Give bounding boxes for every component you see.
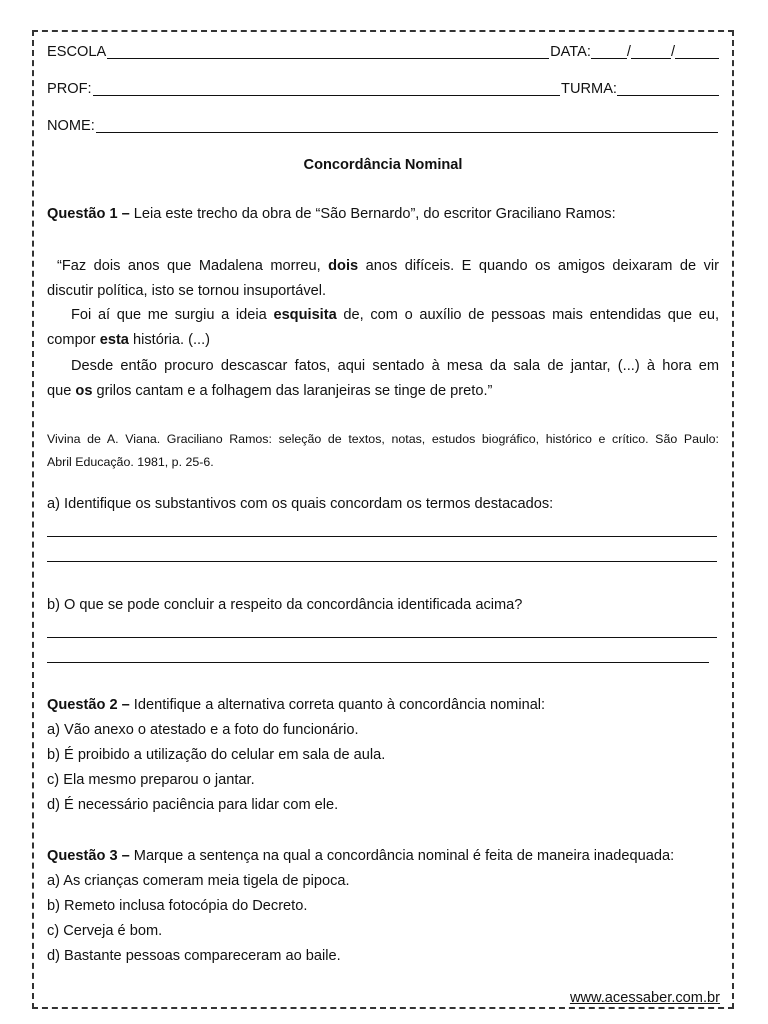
- nome-row: [47, 116, 719, 136]
- quote-p3-line1: Desde então procuro descascar fatos, aqui sentado à mesa da sala de jantar, (...) à hora em: [71, 358, 719, 374]
- q1-intro: Leia este trecho da obra de “São Bernardo”, do escritor Graciliano Ramos:: [129, 206, 616, 222]
- q3-intro: Marque a sentença na qual a concordância nominal é feita de maneira inadequada:: [129, 848, 675, 864]
- citation-line1: Vivina de A. Viana. Graciliano Ramos: seleção de textos, notas, estudos biográfico, histórico e crítico. São Paulo:: [47, 432, 719, 446]
- quote-text: que: [47, 383, 76, 399]
- q2-option-d[interactable]: d) É necessário paciência para lidar com ele.: [47, 797, 339, 813]
- quote-text: anos difíceis. E quando os amigos deixaram de vir: [358, 258, 719, 274]
- q2-option-c[interactable]: c) Ela mesmo preparou o jantar.: [47, 772, 255, 788]
- data-separator-1: /: [626, 44, 631, 60]
- page-title: Concordância Nominal: [303, 157, 463, 173]
- nome-field[interactable]: [96, 118, 718, 133]
- q2-option-a[interactable]: a) Vão anexo o atestado e a foto do funcionário.: [47, 722, 359, 738]
- escola-row: [47, 42, 719, 62]
- citation-line2: Abril Educação. 1981, p. 25-6.: [47, 455, 214, 469]
- q3-option-c[interactable]: c) Cerveja é bom.: [47, 923, 163, 939]
- quote-text: de, com o auxílio de pessoas mais entendidas que eu,: [336, 307, 719, 323]
- answer-line[interactable]: [47, 637, 717, 638]
- q1-heading: [47, 204, 719, 224]
- quote-highlight-dois: dois: [328, 258, 359, 274]
- quote-text: compor: [47, 332, 100, 348]
- quote-text: Foi aí que me surgiu a ideia: [71, 307, 274, 323]
- answer-line[interactable]: [47, 662, 709, 663]
- quote-highlight-esta: esta: [99, 332, 129, 348]
- data-year-field[interactable]: [675, 44, 719, 59]
- q3-heading: [47, 846, 719, 866]
- footer-website-link[interactable]: www.acessaber.com.br: [569, 990, 720, 1006]
- quote-text: grilos cantam e a folhagem das laranjeiras se tinge de preto.”: [92, 383, 493, 399]
- escola-field[interactable]: [107, 44, 549, 59]
- prof-row: [47, 79, 719, 99]
- q3-label: Questão 3 –: [47, 848, 130, 864]
- quote-highlight-os: os: [75, 383, 93, 399]
- quote-p1-line1: [47, 256, 719, 276]
- quote-p1-line2: discutir política, isto se tornou insuportável.: [47, 283, 327, 299]
- quote-text: “Faz dois anos que Madalena morreu,: [57, 258, 329, 274]
- prof-field[interactable]: [93, 81, 560, 96]
- nome-label: NOME:: [47, 118, 95, 134]
- q2-intro: Identifique a alternativa correta quanto à concordância nominal:: [129, 697, 546, 713]
- turma-field[interactable]: [617, 81, 719, 96]
- data-separator-2: /: [670, 44, 675, 60]
- data-label: DATA:: [550, 44, 591, 60]
- q3-option-a[interactable]: a) As crianças comeram meia tigela de pipoca.: [47, 873, 350, 889]
- quote-p2-line1: [47, 305, 719, 325]
- q1-item-a: a) Identifique os substantivos com os quais concordam os termos destacados:: [47, 496, 554, 512]
- quote-p3-line2: [47, 381, 719, 401]
- quote-highlight-esquisita: esquisita: [273, 307, 337, 323]
- q2-label: Questão 2 –: [47, 697, 130, 713]
- escola-label: ESCOLA: [47, 44, 107, 60]
- q2-heading: [47, 695, 719, 715]
- q3-option-b[interactable]: b) Remeto inclusa fotocópia do Decreto.: [47, 898, 308, 914]
- q2-option-b[interactable]: b) É proibido a utilização do celular em sala de aula.: [47, 747, 386, 763]
- quote-p2-line2: [47, 330, 719, 350]
- q1-label: Questão 1 –: [47, 206, 130, 222]
- turma-label: TURMA:: [561, 81, 617, 97]
- answer-line[interactable]: [47, 536, 717, 537]
- data-month-field[interactable]: [631, 44, 671, 59]
- quote-text: história. (...): [128, 332, 211, 348]
- data-day-field[interactable]: [591, 44, 627, 59]
- q1-item-b: b) O que se pode concluir a respeito da concordância identificada acima?: [47, 597, 523, 613]
- q3-option-d[interactable]: d) Bastante pessoas compareceram ao baile.: [47, 948, 341, 964]
- answer-line[interactable]: [47, 561, 717, 562]
- prof-label: PROF:: [47, 81, 92, 97]
